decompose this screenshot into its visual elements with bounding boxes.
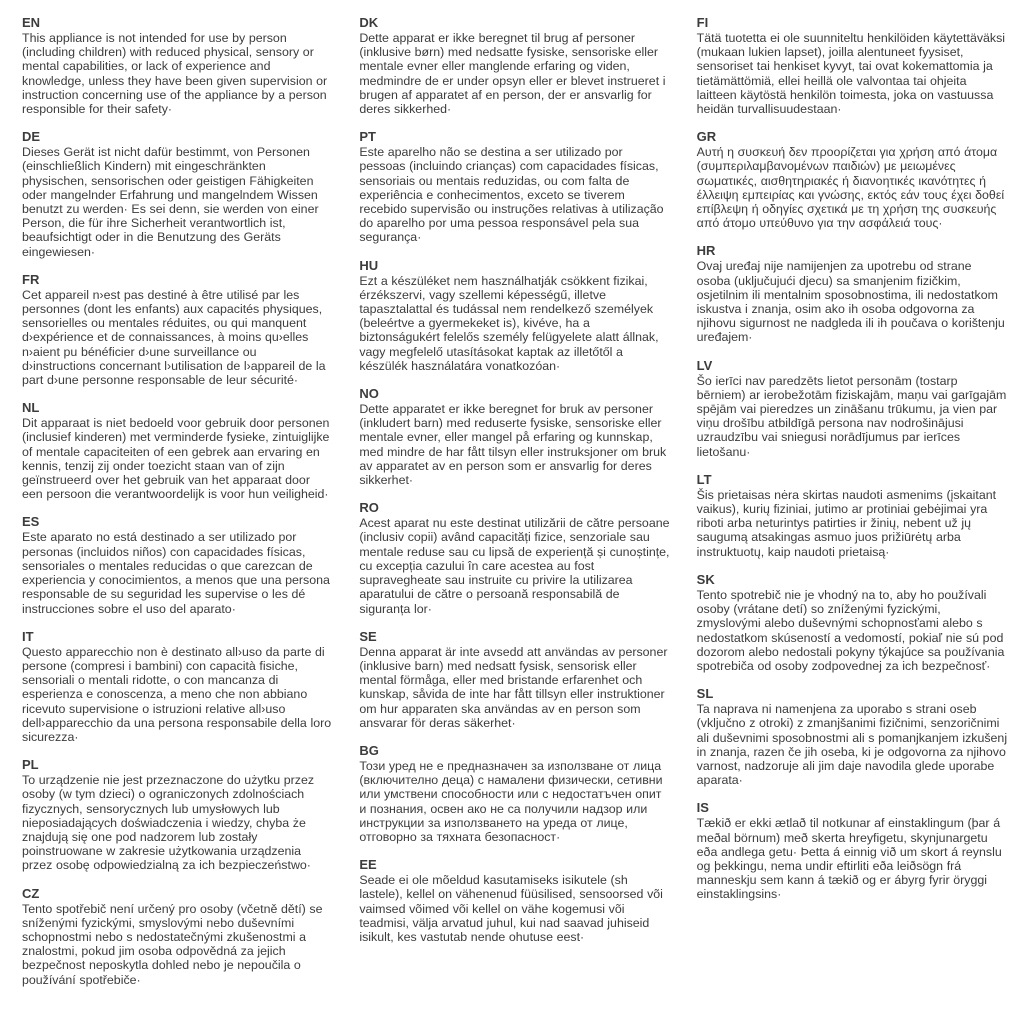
lang-block-hu <box>359 258 670 373</box>
lang-code-lt: LT <box>696 471 712 487</box>
lang-code-cz: CZ <box>22 885 40 901</box>
lang-block-cz <box>22 886 333 987</box>
lang-block-gr <box>697 129 1008 230</box>
lang-code-dk: DK <box>359 15 379 30</box>
lang-block-de <box>22 129 333 259</box>
lang-block-dk <box>359 15 670 116</box>
lang-text-sl: Ta naprava ni namenjena za uporabo s strani oseb (vključno z otroki) z zmanjšanimi fizičnimi, senzoričnimi ali duševnimi sposobnostmi ali s pomanjkanjem izkušenj in znanja, razen če jih oseba, ki je odgovorna za njihovo varnost, nadzoruje ali jim daje navodila glede uporabe aparata· <box>696 702 1008 788</box>
lang-text-pl: To urządzenie nie jest przeznaczone do użytku przez osoby (w tym dzieci) o ograniczonych zdolnościach fizycznych, sensorycznych lub umysłowych lub nieposiadających doświadczenia i wiedzy, chyba że znajdują się one pod nadzorem lub zostały poinstruowane w zakresie użytkowania urządzenia przez osobę odpowiedzialną za ich bezpieczeństwo· <box>22 773 315 873</box>
lang-text-es: Este aparato no está destinado a ser utilizado por personas (incluidos niños) con capacidades físicas, sensoriales o mentales reducidas o que carezcan de experiencia y conocimientos, a menos que una persona responsable de su seguridad les supervise o les dé instrucciones sobre el uso del aparato· <box>22 530 330 616</box>
lang-text-hr: Ovaj uređaj nije namijenjen za upotrebu od strane osoba (uključujući djecu) sa smanjenim fizičkim, osjetilnim ili mentalnim sposobnostima, ili nedostatkom iskustva i znanja, osim ako ih osoba odgovorna za njihovu sigurnost ne nadgleda ili ih poučava o korištenju uređajem· <box>696 259 1005 345</box>
lang-block-ro <box>359 500 670 615</box>
lang-text-hu: Ezt a készüléket nem használhatják csökkent fizikai, érzékszervi, vagy szellemi képességű, illetve tapasztalattal és tudással nem rendelkező személyek (beleértve a gyermekeket is), kivéve, ha a biztonságukért felelős személy felügyelete alatt állnak, vagy megfelelő utasításokat kaptak az illetőtől a készülék használatára vonatkozóan· <box>359 273 659 373</box>
lang-block-no <box>359 386 670 487</box>
lang-text-ee: Seade ei ole mõeldud kasutamiseks isikutele (sh lastele), kellel on vähenenud füüsilised, sensoorsed või vaimsed võimed või kellel on vähe kogemusi või teadmisi, välja arvatud juhul, kui nad saavad juhiseid isikult, kes vastutab nende ohutuse eest· <box>359 873 663 944</box>
lang-code-hr: HR <box>696 243 716 259</box>
lang-text-lt: Šis prietaisas nėra skirtas naudoti asmenims (įskaitant vaikus), kurių fiziniai, jutimo ar protiniai gebėjimai yra riboti arba neturintys patirties ir žinių, nebent už jų saugumą atsakingas asmuo juos prižiūrėtų arba instruktuotų, kaip naudoti prietaisą· <box>696 487 997 559</box>
lang-text-dk: Dette apparat er ikke beregnet til brug af personer (inklusive børn) med nedsatte fysiske, sensoriske eller mentale evner eller manglende erfaring og viden, medmindre de er under opsyn eller er blevet instrueret i brugen af apparatet af en person, der er ansvarlig for deres sikkerhed· <box>359 31 666 117</box>
lang-block-nl <box>22 400 333 501</box>
lang-block-pl <box>22 757 333 872</box>
lang-text-fi: Tätä tuotetta ei ole suunniteltu henkilöiden käytettäväksi (mukaan lukien lapset), joilla alentuneet fyysiset, sensoriset tai henkiset kyvyt, tai ovat kokemattomia ja tietämättömiä, ellei heillä ole valvontaa tai ohjeita laitteen käytöstä henkilön toimesta, joka on vastuussa heidän turvallisuudestaan· <box>696 31 1006 117</box>
lang-block-en <box>22 15 333 116</box>
lang-text-en: This appliance is not intended for use by person (including children) with reduced physical, sensory or mental capabilities, or lack of experience and knowledge, unless they have been given supervision or instruction concerning use of the appliance by a person responsible for their safety· <box>22 31 328 117</box>
lang-text-pt: Este aparelho não se destina a ser utilizado por pessoas (incluindo crianças) com capacidades físicas, sensoriais ou mentais reduzidas, ou com falta de experiência e conhecimentos, exceto se tiverem recebido supervisão ou instruções relativas à utilização do aparelho por uma pessoa responsável pela sua segurança· <box>359 145 664 245</box>
lang-code-gr: GR <box>696 129 717 145</box>
lang-block-lt <box>697 472 1008 559</box>
lang-block-fi <box>697 15 1008 116</box>
lang-block-es <box>22 514 333 615</box>
lang-text-sk: Tento spotrebič nie je vhodný na to, aby ho používali osoby (vrátane detí) so zníženými fyzickými, zmyslovými alebo duševnými schopnosťami alebo s nedostatkom skúseností a vedomostí, pokiaľ nie sú pod dozorom alebo nedostali pokyny týkajúce sa používania spotrebiča od osoby zodpovednej za ich bezpečnosť· <box>696 587 1005 673</box>
lang-code-sl: SL <box>696 686 714 702</box>
column-3 <box>697 15 1008 1024</box>
column-2 <box>359 15 670 1024</box>
lang-code-fi: FI <box>696 15 709 30</box>
lang-code-no: NO <box>359 386 379 402</box>
lang-text-gr: Αυτή η συσκευή δεν προορίζεται για χρήση από άτομα (συμπεριλαμβανομένων παιδιών) με μειωμένες σωματικές, αισθητηριακές ή διανοητικές ικανότητες ή έλλειψη εμπειρίας και γνώσης, εκτός εάν τους έχει δοθεί επίβλεψη ή οδηγίες σχετικά με τη χρήση της συσκευής από άτομο υπεύθυνο για την ασφάλειά τους· <box>696 145 1005 231</box>
lang-text-ro: Acest aparat nu este destinat utilizării de către persoane (inclusiv copii) având capacități fizice, senzoriale sau mentale reduse sau cu lipsă de experiență și cunoștințe, cu excepția cazului în care acestea au fost supravegheate sau instruite cu privire la utilizarea aparatului de către o persoană responsabilă de siguranța lor· <box>359 516 670 616</box>
lang-block-ee <box>359 857 670 944</box>
column-1 <box>22 15 333 1024</box>
lang-block-it <box>22 629 333 744</box>
lang-text-fr: Cet appareil n›est pas destiné à être utilisé par les personnes (dont les enfants) aux capacités physiques, sensorielles ou mentales réduites, ou qui manquent d›expérience et de connaissances, à moins qu›elles n›aient pu bénéficier d›une surveillance ou d›instructions concernant l›utilisation de l›appareil de la part d›une personne responsable de leur sécurité· <box>22 287 326 388</box>
lang-block-is <box>697 800 1008 901</box>
lang-code-pl: PL <box>22 757 39 773</box>
lang-code-ro: RO <box>359 500 379 516</box>
lang-code-se: SE <box>359 628 377 644</box>
lang-text-nl: Dit apparaat is niet bedoeld voor gebruik door personen (inclusief kinderen) met verminderde fysieke, zintuiglijke of mentale capaciteiten of een gebrek aan ervaring en kennis, tenzij zij onder toezicht staan van of zijn geïnstrueerd over het gebruik van het apparaat door een persoon die verantwoordelijk is voor hun veiligheid· <box>22 416 330 502</box>
lang-block-lv <box>697 358 1008 459</box>
lang-text-de: Dieses Gerät ist nicht dafür bestimmt, von Personen (einschließlich Kindern) mit eingeschränkten physischen, sensorischen oder geistigen Fähigkeiten oder mangelnder Erfahrung und mangelndem Wissen benutzt zu werden· Es sei denn, sie werden von einer Person, die für ihre Sicherheit verantwortlich ist, beaufsichtigt oder in die Benutzung des Geräts eingewiesen· <box>22 145 319 259</box>
lang-code-de: DE <box>22 129 41 145</box>
lang-code-is: IS <box>696 800 709 816</box>
lang-code-es: ES <box>22 514 40 530</box>
lang-block-pt <box>359 129 670 244</box>
lang-code-nl: NL <box>22 400 40 416</box>
lang-text-lv: Šo ierīci nav paredzēts lietot personām (tostarp bērniem) ar ierobežotām fiziskajām, maņu vai garīgajām spējām vai pieredzes un zināšanu trūkumu, ja vien par viņu drošību atbildīgā persona nav nodrošinājusi uzraudzību vai sniegusi norādījumus par ierīces lietošanu· <box>696 373 1007 459</box>
lang-block-fr <box>22 272 333 387</box>
lang-code-lv: LV <box>696 357 713 373</box>
lang-text-bg: Този уред не е предназначен за използване от лица (включително деца) с намалени физически, сетивни или умствени способности или с недостатъчен опит и познания, освен ако не са получили надзор или инструкции за използването на уреда от лице, отговорно за тяхната безопасност· <box>359 758 663 844</box>
lang-code-ee: EE <box>359 857 377 873</box>
lang-code-bg: BG <box>359 742 379 758</box>
lang-block-bg <box>359 743 670 844</box>
lang-block-hr <box>697 243 1008 344</box>
lang-text-is: Tækið er ekki ætlað til notkunar af einstaklingum (þar á meðal börnum) með skerta hreyfigetu, skynjunargetu eða andlega getu· Þetta á einnig við um skort á reynslu og þekkingu, nema undir eftirliti eða leiðsögn frá manneskju sem kann á tækið og er ábyrg fyrir öryggi einstaklingsins· <box>696 816 1002 902</box>
lang-text-it: Questo apparecchio non è destinato all›uso da parte di persone (compresi i bambini) con capacità fisiche, sensoriali o mentali ridotte, o con mancanza di esperienza e conoscenza, a meno che non abbiano ricevuto supervisione o istruzioni relative all›uso dell›apparecchio da una persona responsabile della loro sicurezza· <box>22 644 332 744</box>
lang-block-sl <box>697 686 1008 787</box>
lang-code-it: IT <box>22 628 34 644</box>
lang-block-sk <box>697 572 1008 673</box>
lang-text-no: Dette apparatet er ikke beregnet for bruk av personer (inkludert barn) med reduserte fysiske, sensoriske eller mentale evner, eller mangel på erfaring og kunnskap, med mindre de har fått tilsyn eller instruksjoner om bruk av apparatet av en person som er ansvarlig for deres sikkerhet· <box>359 402 667 488</box>
lang-code-sk: SK <box>696 571 715 587</box>
lang-code-hu: HU <box>359 257 379 273</box>
lang-block-se <box>359 629 670 730</box>
lang-code-en: EN <box>22 15 41 30</box>
lang-text-cz: Tento spotřebič není určený pro osoby (včetně dětí) se sníženými fyzickými, smyslovými nebo duševními schopnostmi nebo s nedostatečnými zkušenostmi a znalostmi, pokud jim osoba odpovědná za jejich bezpečnost neposkytla dohled nebo je nepoučila o používání spotřebiče· <box>22 901 323 987</box>
lang-code-fr: FR <box>22 271 40 287</box>
lang-code-pt: PT <box>359 129 376 145</box>
lang-text-se: Denna apparat är inte avsedd att användas av personer (inklusive barn) med nedsatt fysisk, sensorisk eller mental förmåga, eller med bristande erfarenhet och kunskap, såvida de inte har fått tillsyn eller instruktioner om hur apparaten ska användas av en person som ansvarar för deras säkerhet· <box>359 644 668 730</box>
